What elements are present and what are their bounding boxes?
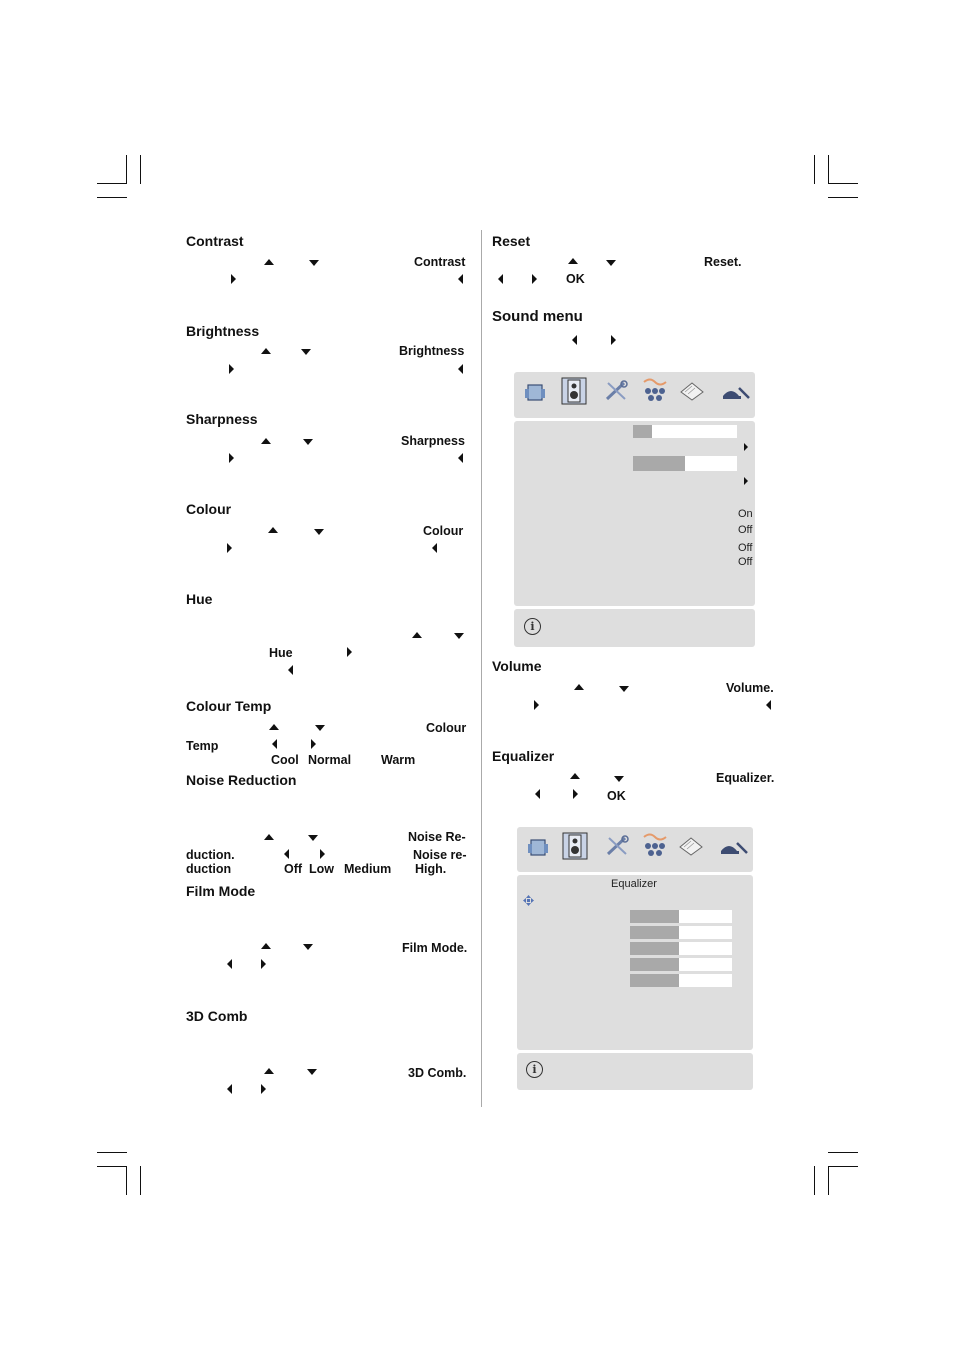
slider-fill [630, 926, 679, 939]
film-mode-heading: Film Mode [186, 883, 256, 899]
features-icon[interactable] [641, 831, 669, 859]
left-arrow-icon [498, 274, 503, 284]
down-arrow-icon [303, 439, 313, 445]
move-icon [523, 895, 534, 906]
slider-fill [630, 942, 679, 955]
right-arrow-icon [347, 647, 352, 657]
right-arrow-icon [311, 739, 316, 749]
opt-cool: Cool [271, 753, 299, 767]
colour-keyword: Colour [423, 524, 464, 538]
contrast-heading: Contrast [186, 233, 244, 249]
sound-slider-1[interactable] [633, 425, 737, 438]
down-arrow-icon [619, 686, 629, 692]
equalizer-band-slider[interactable] [630, 942, 732, 955]
features-icon[interactable] [641, 376, 669, 404]
left-arrow-icon [766, 700, 771, 710]
brightness-keyword: Brightness [399, 344, 465, 358]
slider-fill [630, 974, 679, 987]
right-arrow-icon [227, 543, 232, 553]
noise-keyword-a2: duction. [186, 848, 235, 862]
up-arrow-icon [568, 258, 578, 264]
equalizer-keyword: Equalizer. [716, 771, 775, 785]
install-icon[interactable] [721, 380, 751, 402]
volume-keyword: Volume. [726, 681, 774, 695]
left-arrow-icon [227, 1084, 232, 1094]
equalizer-menu-body [517, 875, 753, 1050]
sound-value-off[interactable]: Off [738, 542, 753, 554]
picture-icon[interactable] [527, 837, 549, 859]
sound-value-off[interactable]: Off [738, 524, 753, 536]
sound-value-off[interactable]: Off [738, 556, 753, 568]
right-arrow-icon [534, 700, 539, 710]
equalizer-band-slider[interactable] [630, 926, 732, 939]
colour-temp-heading: Colour Temp [186, 698, 272, 714]
down-arrow-icon [454, 633, 464, 639]
left-arrow-icon [272, 739, 277, 749]
sound-menu-iconbar [514, 372, 755, 418]
brightness-heading: Brightness [186, 323, 260, 339]
right-arrow-icon [744, 443, 748, 451]
right-arrow-icon [229, 453, 234, 463]
right-arrow-icon [744, 477, 748, 485]
left-arrow-icon [535, 789, 540, 799]
down-arrow-icon [303, 944, 313, 950]
info-icon: i [526, 1061, 543, 1078]
equalizer-band-slider[interactable] [630, 958, 732, 971]
equalizer-band-slider[interactable] [630, 910, 732, 923]
left-arrow-icon [227, 959, 232, 969]
sound-value-on[interactable]: On [738, 508, 753, 520]
opt-warm: Warm [381, 753, 416, 767]
right-arrow-icon [320, 849, 325, 859]
down-arrow-icon [614, 776, 624, 782]
up-arrow-icon [269, 724, 279, 730]
left-arrow-icon [458, 453, 463, 463]
up-arrow-icon [261, 943, 271, 949]
right-arrow-icon [261, 959, 266, 969]
slider-fill [633, 456, 685, 471]
up-arrow-icon [574, 684, 584, 690]
contrast-keyword: Contrast [414, 255, 466, 269]
opt-normal: Normal [308, 753, 352, 767]
opt-medium: Medium [344, 862, 392, 876]
opt-off: Off [284, 862, 303, 876]
equalizer-heading: Equalizer [492, 748, 555, 764]
column-divider [481, 230, 482, 1107]
up-arrow-icon [264, 834, 274, 840]
down-arrow-icon [308, 835, 318, 841]
up-arrow-icon [268, 527, 278, 533]
sharpness-heading: Sharpness [186, 411, 258, 427]
right-arrow-icon [261, 1084, 266, 1094]
sharpness-keyword: Sharpness [401, 434, 465, 448]
speaker-icon[interactable] [561, 377, 587, 405]
noise-reduction-heading: Noise Reduction [186, 772, 297, 788]
reset-ok: OK [566, 272, 585, 286]
opt-high: High. [415, 862, 447, 876]
left-arrow-icon [288, 665, 293, 675]
left-arrow-icon [458, 364, 463, 374]
equalizer-panel-title: Equalizer [611, 878, 657, 890]
right-arrow-icon [229, 364, 234, 374]
reset-heading: Reset [492, 233, 531, 249]
opt-low: Low [309, 862, 334, 876]
slider-fill [630, 910, 679, 923]
down-arrow-icon [315, 725, 325, 731]
sound-menu-body [514, 421, 755, 606]
speaker-icon[interactable] [562, 832, 588, 860]
tools-icon[interactable] [604, 380, 630, 402]
comb-heading: 3D Comb [186, 1008, 248, 1024]
left-arrow-icon [432, 543, 437, 553]
sound-menu-heading: Sound menu [492, 308, 583, 325]
equalizer-menu-infobar [517, 1053, 753, 1090]
slider-fill [633, 425, 652, 438]
left-arrow-icon [458, 274, 463, 284]
colour-temp-keyword-b: Temp [186, 739, 219, 753]
up-arrow-icon [264, 259, 274, 265]
up-arrow-icon [261, 438, 271, 444]
info-icon: i [524, 618, 541, 635]
film-mode-keyword: Film Mode. [402, 941, 468, 955]
noise-keyword-b1: Noise re- [413, 848, 467, 862]
up-arrow-icon [570, 773, 580, 779]
up-arrow-icon [264, 1068, 274, 1074]
book-icon[interactable] [679, 380, 705, 402]
down-arrow-icon [314, 529, 324, 535]
left-arrow-icon [572, 335, 577, 345]
right-arrow-icon [573, 789, 578, 799]
hue-heading: Hue [186, 591, 213, 607]
down-arrow-icon [307, 1069, 317, 1075]
reset-keyword: Reset. [704, 255, 742, 269]
down-arrow-icon [301, 349, 311, 355]
colour-temp-keyword-a: Colour [426, 721, 467, 735]
right-arrow-icon [532, 274, 537, 284]
tools-icon[interactable] [605, 835, 631, 857]
right-arrow-icon [231, 274, 236, 284]
left-arrow-icon [284, 849, 289, 859]
equalizer-band-slider[interactable] [630, 974, 732, 987]
down-arrow-icon [309, 260, 319, 266]
noise-keyword-b2: duction [186, 862, 232, 876]
install-icon[interactable] [719, 835, 749, 857]
picture-icon[interactable] [524, 382, 546, 404]
colour-heading: Colour [186, 501, 232, 517]
down-arrow-icon [606, 260, 616, 266]
sound-menu-infobar [514, 609, 755, 647]
up-arrow-icon [261, 348, 271, 354]
equalizer-ok: OK [607, 789, 626, 803]
right-arrow-icon [611, 335, 616, 345]
comb-keyword: 3D Comb. [408, 1066, 467, 1080]
up-arrow-icon [412, 632, 422, 638]
noise-keyword-a1: Noise Re- [408, 830, 466, 844]
book-icon[interactable] [678, 835, 704, 857]
slider-fill [630, 958, 679, 971]
hue-keyword: Hue [269, 646, 293, 660]
volume-heading: Volume [492, 658, 542, 674]
sound-slider-2[interactable] [633, 456, 737, 471]
equalizer-menu-iconbar [517, 827, 753, 872]
